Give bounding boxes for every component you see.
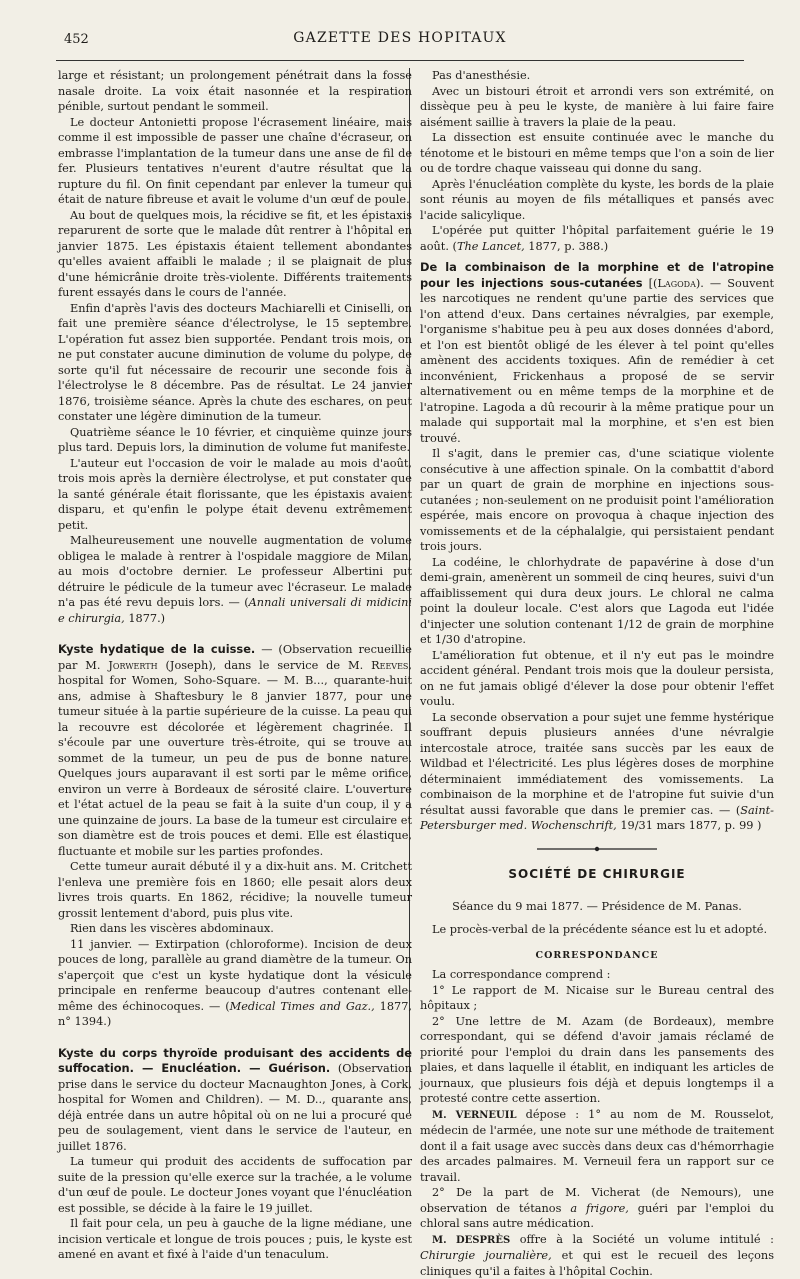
- paragraph-text: La seconde observation a pour sujet une femme hystérique souffrant depuis plusieurs années d'une névralgie intercostale atroce, traitée sans succès par les eaux de Wildbad et l'électricité. Les plus légères doses de morphine déterminaient immédiatement des vomissements. La combinaison de la morphine et de l'atropine fut suivie d'un résultat aussi favorable que dans le premier cas. — (: [420, 711, 774, 817]
- article-morphine-atropine: [420, 260, 774, 834]
- section-title: SOCIÉTÉ DE CHIRURGIE: [420, 867, 774, 883]
- book-title: Chirurgie journalière,: [420, 1249, 552, 1262]
- paragraph-text: L'opérée put quitter l'hôpital parfaitement guérie le 19 août. (: [420, 224, 774, 253]
- citation-end: 1877, p. 388.): [525, 240, 609, 253]
- article-text: , hospital for Women, Soho-Square. — M. B..., quarante-huit ans, admise à Shaftesbury le 8 janvier 1877, pour une tumeur située à la partie supérieure de la cuisse. La peau qui la recouvre est décolorée et légèrement chagrinée. Il s'écoule par une ouverture très-étroite, qui se trouve au sommet de la tumeur, un peu de pus de bonne nature. Quelques jours auparavant il est sorti par le même orifice, environ un verre à Bordeaux de sérosité claire. L'ouverture et l'état actuel de la peau se fait à la suite d'un coup, il y a une quinzaine de jours. La base de la tumeur est circulaire et son diamètre est de trois pouces et demi. Elle est élastique, fluctuante et mobile sur les parties profondes.: [58, 659, 412, 858]
- paragraph-text: 11 janvier. — Extirpation (chloroforme). Incision de deux pouces de long, parallèle au grand diamètre de la tumeur. On s'aperçoit que c'est un kyste hydatique dont la vésicule principale en renferme beaucoup d'autres contenant elle-même des échinocoques. — (: [58, 938, 412, 1013]
- author-name: Reeves: [371, 659, 408, 672]
- paragraph: Il s'agit, dans le premier cas, d'une sciatique violente consécutive à une affection spinale. On la combattit d'abord par un quart de grain de morphine en injections sous-cutanées ; non-seulement on ne produisit point l'amélioration espérée, mais encore on provoqua à chaque injection des vomissements et de la céphalalgie, qui persistaient pendant trois jours.: [420, 446, 774, 555]
- article-kyste-thyroide: [58, 1046, 412, 1263]
- paragraph-text: et qui est le recueil des leçons cliniques qu'il a faites à l'hôpital Cochin.: [420, 1249, 774, 1278]
- author-name: Jorwerth: [108, 659, 157, 672]
- left-column: [58, 68, 412, 1263]
- paragraph: [58, 533, 412, 626]
- citation-end: 1877, n° 1394.): [58, 1000, 412, 1029]
- paragraph: Après l'énucléation complète du kyste, les bords de la plaie sont réunis au moyen de fils métalliques et pansés avec l'acide salicylique.: [420, 177, 774, 224]
- right-column: [420, 68, 774, 1279]
- article-lead: [58, 642, 412, 859]
- paragraph-text: 2° De la part de M. Vicherat (de Nemours), une observation de tétanos: [420, 1186, 774, 1215]
- paragraph: [420, 1232, 774, 1279]
- paragraph: 1° Le rapport de M. Nicaise sur le Bureau central des hôpitaux ;: [420, 983, 774, 1014]
- paragraph: large et résistant; un prolongement pénétrait dans la fosse nasale droite. La voix était nasonnée et la respiration pénible, surtout pendant le sommeil.: [58, 68, 412, 115]
- paragraph: La correspondance comprend :: [420, 967, 774, 983]
- paragraph: Enfin d'après l'avis des docteurs Machiarelli et Ciniselli, on fait une première séance d'électrolyse, le 15 septembre. L'opération fut assez bien supportée. Pendant trois mois, on ne put constater aucune diminution de volume du polype, de sorte qu'il fut nécessaire de recourir une seconde fois à l'électrolyse le 8 décembre. Pas de résultat. Le 24 janvier 1876, troisième séance. Après la chute des eschares, on peut constater une légère diminution de la tumeur.: [58, 301, 412, 425]
- paragraph: Au bout de quelques mois, la récidive se fit, et les épistaxis reparurent de sorte que le malade dût rentrer à l'hôpital en janvier 1875. Les épistaxis étaient tellement abondantes qu'elles avaient affaibli le malade ; il se plaignait de plus d'une hémicrânie droite très-violente. Différents traitements furent essayés dans le cours de l'année.: [58, 208, 412, 301]
- paragraph: Le procès-verbal de la précédente séance est lu et adopté.: [420, 922, 774, 938]
- paragraph: Quatrième séance le 10 février, et cinquième quinze jours plus tard. Depuis lors, la diminution de volume fut manifeste.: [58, 425, 412, 456]
- article-text: (Joseph), dans le service de M.: [158, 659, 372, 672]
- source-citation: Annali universali di midicini e chirurgia,: [58, 596, 412, 625]
- ornament-rule-icon: [537, 846, 657, 852]
- paragraph: 2° Une lettre de M. Azam (de Bordeaux), membre correspondant, qui se défend d'avoir jamais réclamé de priorité pour l'emploi du drain dans les pansements des plaies, et dans laquelle il établit, en indiquant les articles de journaux, que plusieurs fois déjà et depuis longtemps il a protesté contre cette assertion.: [420, 1014, 774, 1107]
- paragraph-text: offre à la Société un volume intitulé :: [510, 1233, 774, 1246]
- citation-end: 1877.): [125, 612, 165, 625]
- member-name: M. VERNEUIL: [432, 1110, 516, 1121]
- source-citation: The Lancet,: [457, 240, 525, 253]
- article-lead: [58, 1046, 412, 1155]
- paragraph: [420, 1107, 774, 1186]
- paragraph: Pas d'anesthésie.: [420, 68, 774, 84]
- paragraph: Il fait pour cela, un peu à gauche de la ligne médiane, une incision verticale et longue de trois pouces ; puis, le kyste est amené en avant et fixé à l'aide d'un tenaculum.: [58, 1216, 412, 1263]
- article-text: ). — Souvent les narcotiques ne rendent qu'une partie des services que l'on attend d'eux. Dans certaines névralgies, par exemple, l'organisme s'habitue peu à peu aux doses données d'abord, et l'on est bientôt obligé de les élever à tel point qu'elles amènent des accidents toxiques. Afin de remédier à cet inconvénient, Frickenhaus a proposé de se servir alternativement ou en même temps de la morphine et de l'atropine. Lagoda a dû recourir à la même pratique pour un malade qui supportait mal la morphine, et s'en est bien trouvé.: [420, 277, 774, 445]
- paragraph: Le docteur Antonietti propose l'écrasement linéaire, mais comme il est impossible de passer une chaîne d'écraseur, on embrasse l'implantation de la tumeur dans une anse de fil de fer. Plusieurs tentatives n'eurent d'autre résultat que la rupture du fil. On finit cependant par enlever la tumeur qui était de nature fibreuse et avait le volume d'un œuf de poule.: [58, 115, 412, 208]
- article-lead: [420, 260, 774, 446]
- paragraph: Avec un bistouri étroit et arrondi vers son extrémité, on dissèque peu à peu le kyste, de manière à lui faire faire aisément saillie à travers la plaie de la peau.: [420, 84, 774, 131]
- paragraph: [420, 223, 774, 254]
- author-name: Lagoda: [657, 277, 695, 290]
- paragraph: L'amélioration fut obtenue, et il n'y eut pas le moindre accident général. Pendant trois mois que la douleur persista, on ne fut jamais obligé d'élever la dose pour obtenir l'effet voulu.: [420, 648, 774, 710]
- paragraph: La codéine, le chlorhydrate de papavérine à dose d'un demi-grain, amenèrent un sommeil de cinq heures, suivi d'un affaiblissement qui dura deux jours. Le chloral ne calma point la douleur locale. C'est alors que Lagoda eut l'idée d'injecter une solution contenant 1/12 de grain de morphine et 1/30 d'atropine.: [420, 555, 774, 648]
- paragraph-text: Malheureusement une nouvelle augmentation de volume obligea le malade à rentrer à l'ospidale maggiore de Milan, au mois d'octobre dernier. Le professeur Albertini put détruire le pédicule de la tumeur avec l'écraseur. Le malade n'a pas été revu depuis lors. — (: [58, 534, 412, 609]
- paragraph-text: guéri par l'emploi du chloral sans autre médication.: [420, 1202, 774, 1231]
- paragraph: [420, 710, 774, 834]
- paragraph: [58, 937, 412, 1030]
- paragraph: La tumeur qui produit des accidents de suffocation par suite de la pression qu'elle exerce sur la trachée, a le volume d'un œuf de poule. Le docteur Jones voyant que l'énucléation est possible, se décide à la faire le 19 juillet.: [58, 1154, 412, 1216]
- paragraph: Cette tumeur aurait débuté il y a dix-huit ans. M. Critchett l'enleva une première fois en 1860; elle pesait alors deux livres trois quarts. En 1862, récidive; la nouvelle tumeur grossit lentement d'abord, puis plus vite.: [58, 859, 412, 921]
- page-number: 452: [64, 32, 89, 47]
- article-title: De la combinaison de la morphine et de l'atropine pour les injections sous-cutanées: [420, 260, 774, 290]
- citation-end: 19/31 mars 1877, p. 99 ): [617, 819, 762, 832]
- latin-term: a frigore,: [570, 1202, 629, 1215]
- running-title: GAZETTE DES HOPITAUX: [56, 30, 744, 46]
- article-text: [(: [643, 277, 658, 290]
- session-line: Séance du 9 mai 1877. — Présidence de M. Panas.: [420, 899, 774, 915]
- paragraph: L'auteur eut l'occasion de voir le malade au mois d'août, trois mois après la dernière électrolyse, et put constater que la santé générale était florissante, que les épistaxis avaient disparu, et qu'enfin le polype était devenu extrêmement petit.: [58, 456, 412, 534]
- paragraph-text: dépose : 1° au nom de M. Rousselot, médecin de l'armée, une note sur une méthode de traitement dont il a fait usage avec succès dans deux cas d'hémorrhagie des arcades palmaires. M. Verneuil fera un rapport sur ce travail.: [420, 1108, 774, 1184]
- article-title: Kyste du corps thyroïde produisant des accidents de suffocation. — Enucléation. — Guérison.: [58, 1046, 412, 1076]
- paragraph: La dissection est ensuite continuée avec le manche du ténotome et le bistouri en même temps que l'on a soin de lier ou de tordre chaque vaisseau qui donne du sang.: [420, 130, 774, 177]
- paragraph: [420, 1185, 774, 1232]
- article-text: — (Observation recueillie par M.: [58, 643, 412, 672]
- page-header: [56, 22, 744, 61]
- ornament-divider: [420, 842, 774, 858]
- article-text: (Observation prise dans le service du docteur Macnaughton Jones, à Cork, hospital for Women and Children). — M. D.., quarante ans, déjà entrée dans un autre hôpital où on ne lui a procuré que peu de soulagement, vient dans le service de l'auteur, en juillet 1876.: [58, 1062, 412, 1153]
- source-citation: Medical Times and Gaz.,: [230, 1000, 375, 1013]
- article-title: Kyste hydatique de la cuisse.: [58, 642, 255, 656]
- article-kyste-hydatique: [58, 642, 412, 1030]
- subsection-title: CORRESPONDANCE: [420, 948, 774, 964]
- paragraph: Rien dans les viscères abdominaux.: [58, 921, 412, 937]
- member-name: M. DESPRÈS: [432, 1235, 510, 1246]
- source-citation: Saint-Petersburger med. Wochenschrift,: [420, 804, 774, 833]
